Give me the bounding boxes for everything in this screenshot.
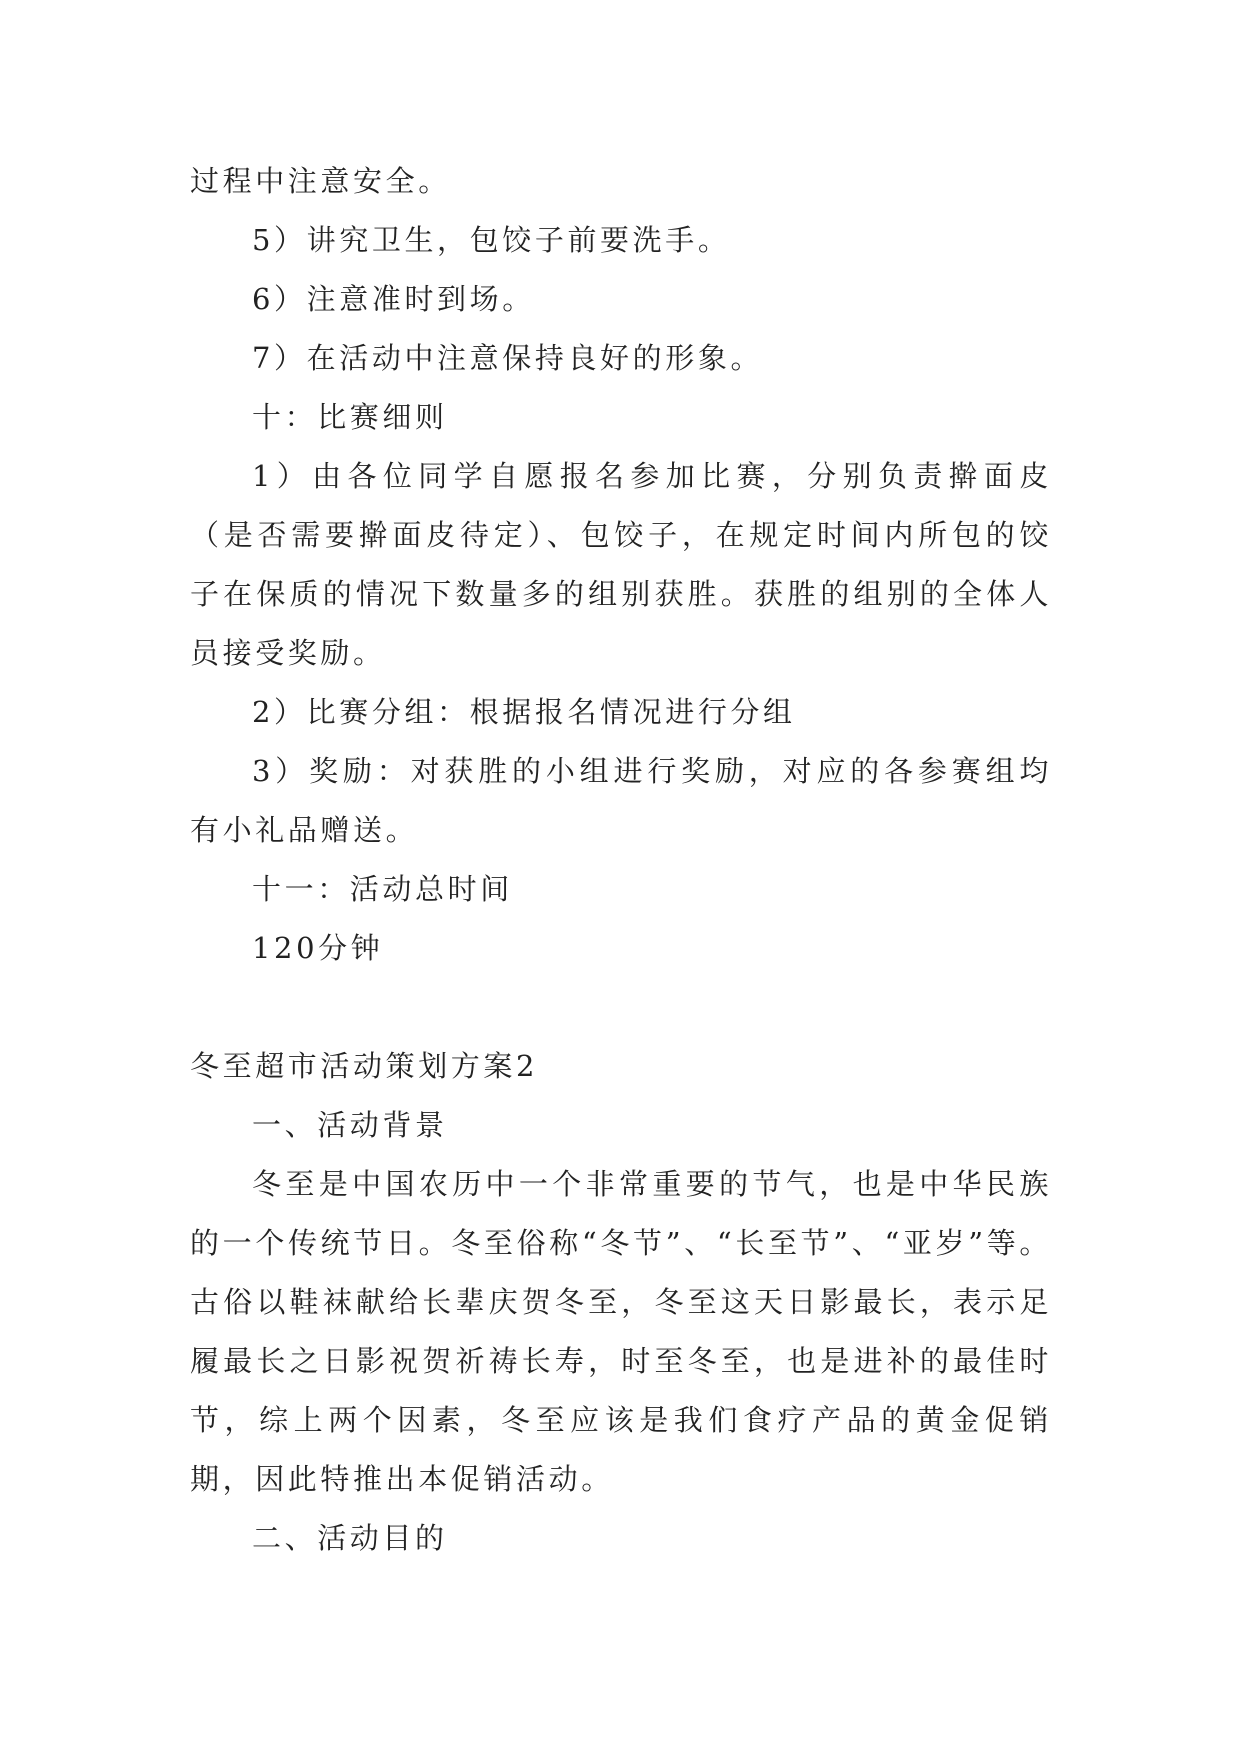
contest-rule-2: 2）比赛分组：根据报名情况进行分组: [252, 695, 796, 729]
background-heading: 一、活动背景: [252, 1108, 448, 1142]
plan-2-title: 冬至超市活动策划方案2: [190, 1049, 539, 1083]
contest-rule-1: 1）由各位同学自愿报名参加比赛，分别负责擀面皮（是否需要擀面皮待定）、包饺子，在规定时间内所包的饺子在保质的情况下数量多的组别获胜。获胜的组别的全体人员接受奖励。: [190, 459, 1052, 670]
rule-5-hygiene: 5）讲究卫生，包饺子前要洗手。: [252, 223, 731, 257]
document-body: [190, 152, 1052, 1568]
rule-7-image: 7）在活动中注意保持良好的形象。: [252, 341, 764, 375]
section-11-heading: 十一：活动总时间: [252, 872, 513, 906]
purpose-heading: 二、活动目的: [252, 1521, 448, 1555]
background-paragraph: 冬至是中国农历中一个非常重要的节气，也是中华民族的一个传统节日。冬至俗称“冬节”、“长至节”、“亚岁”等。古俗以鞋袜献给长辈庆贺冬至，冬至这天日影最长，表示足履最长之日影祝贺祈祷长寿，时至冬至，也是进补的最佳时节，综上两个因素，冬至应该是我们食疗产品的黄金促销期，因此特推出本促销活动。: [190, 1167, 1052, 1496]
contest-rule-3: 3）奖励：对获胜的小组进行奖励，对应的各参赛组均有小礼品赠送。: [190, 754, 1052, 847]
total-time-value: 120分钟: [252, 931, 384, 965]
paragraph-safety-cont: 过程中注意安全。: [190, 164, 451, 198]
rule-6-on-time: 6）注意准时到场。: [252, 282, 535, 316]
section-10-heading: 十：比赛细则: [252, 400, 448, 434]
